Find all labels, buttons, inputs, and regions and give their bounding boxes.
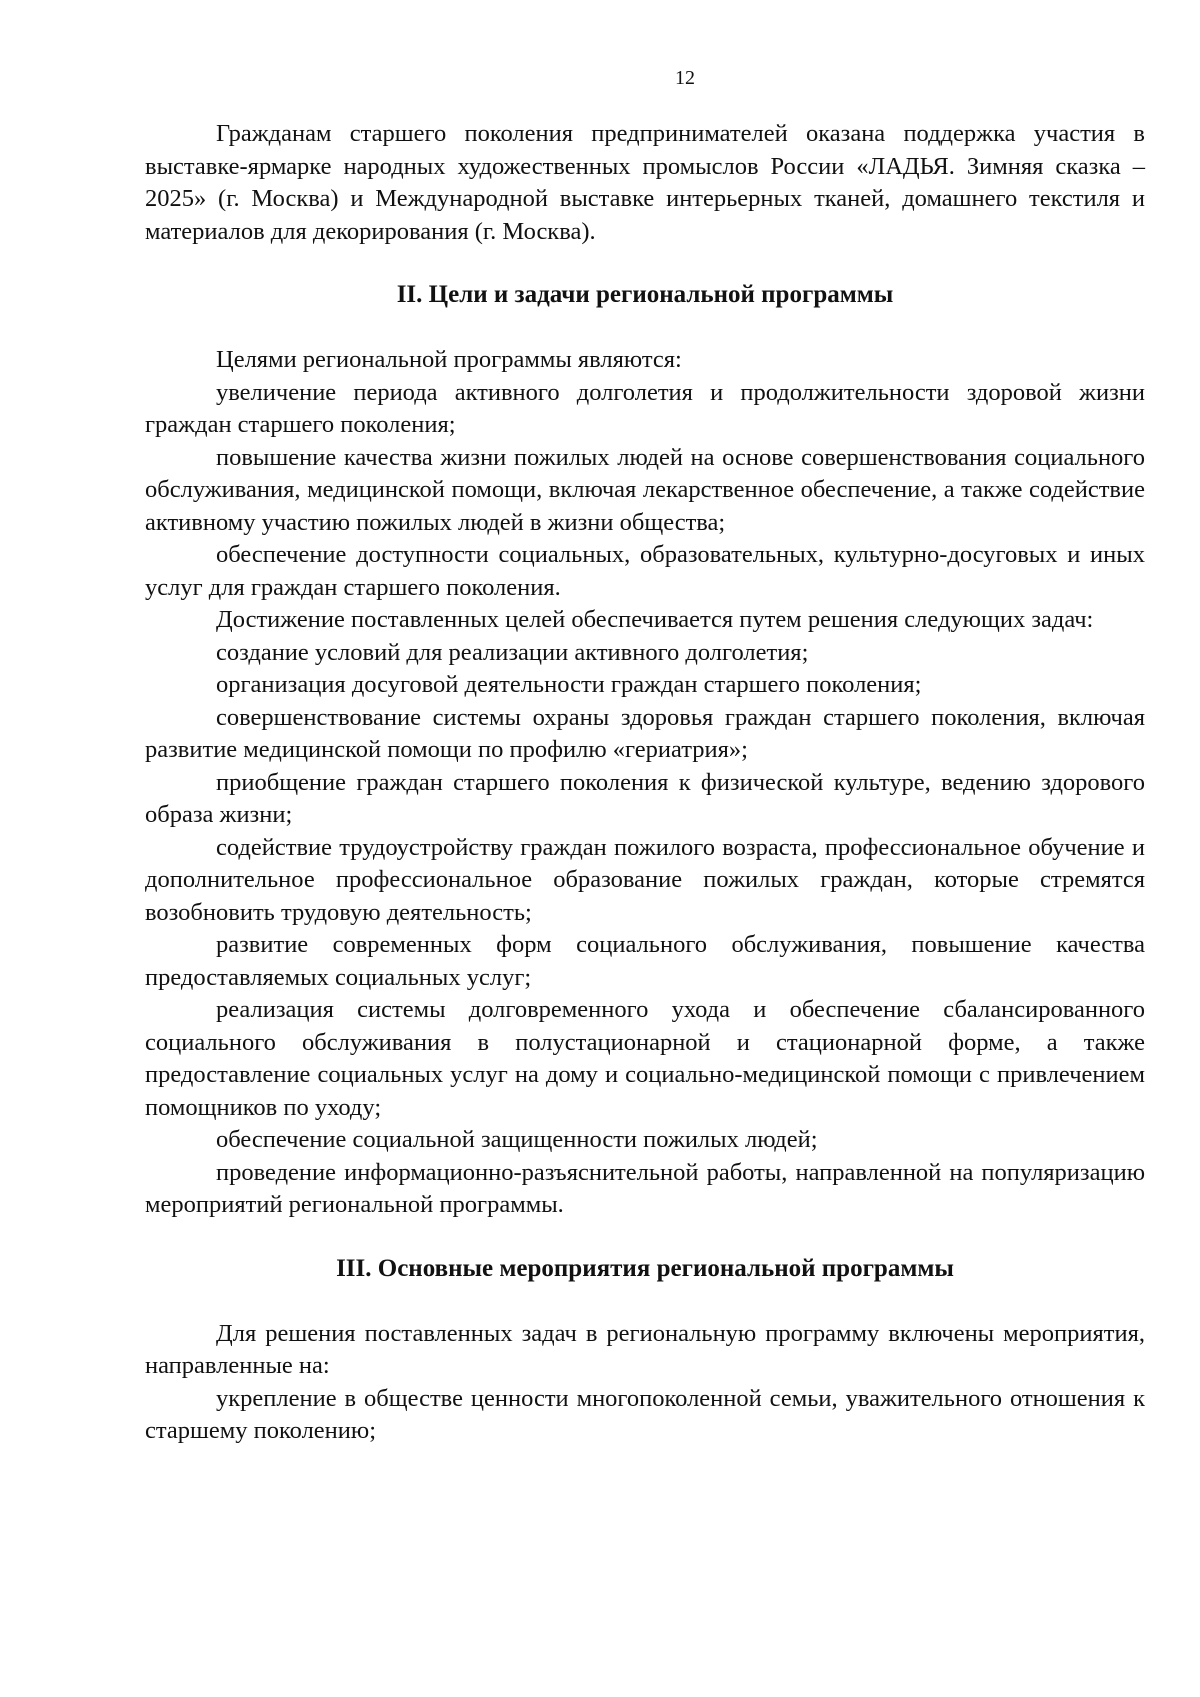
paragraph: Достижение поставленных целей обеспечивается путем решения следующих задач: <box>216 606 1094 633</box>
paragraph: реализация системы долговременного ухода и обеспечение сбалансированного социального обслуживания в полустационарной и стационарной форме, а также предоставление социальных услуг на дому и социально-медицинской помощи с привлечением помощников по уходу; <box>145 996 1145 1121</box>
paragraph: развитие современных форм социального обслуживания, повышение качества предоставляемых социальных услуг; <box>145 931 1145 991</box>
paragraph: Целями региональной программы являются: <box>216 346 682 373</box>
paragraph: обеспечение социальной защищенности пожилых людей; <box>216 1126 818 1153</box>
paragraph: увеличение периода активного долголетия и продолжительности здоровой жизни граждан старшего поколения; <box>145 378 1145 438</box>
section-heading-goals: II. Цели и задачи региональной программы <box>396 281 894 308</box>
paragraph: проведение информационно-разъяснительной работы, направленной на популяризацию мероприятий региональной программы. <box>145 1158 1145 1218</box>
page-number: 12 <box>675 67 695 89</box>
paragraph: совершенствование системы охраны здоровья граждан старшего поколения, включая развитие медицинской помощи по профилю «гериатрия»; <box>145 703 1145 763</box>
document-body <box>145 118 1145 1448</box>
paragraph: Для решения поставленных задач в региональную программу включены мероприятия, направленные на: <box>145 1319 1145 1379</box>
paragraph: содействие трудоустройству граждан пожилого возраста, профессиональное обучение и дополнительное профессиональное образование пожилых граждан, которые стремятся возобновить трудовую деятельность; <box>145 833 1145 926</box>
paragraph: повышение качества жизни пожилых людей на основе совершенствования социального обслуживания, медицинской помощи, включая лекарственное обеспечение, а также содействие активному участию пожилых людей в жизни общества; <box>145 443 1145 536</box>
paragraph: приобщение граждан старшего поколения к физической культуре, ведению здорового образа жизни; <box>145 768 1145 828</box>
paragraph: обеспечение доступности социальных, образовательных, культурно-досуговых и иных услуг для граждан старшего поколения. <box>145 541 1145 601</box>
paragraph: организация досуговой деятельности граждан старшего поколения; <box>216 671 922 698</box>
section-goals-body <box>145 344 1145 1222</box>
section-activities-body <box>145 1318 1145 1448</box>
paragraph: создание условий для реализации активного долголетия; <box>216 638 809 666</box>
paragraph-intro: Гражданам старшего поколения предпринимателей оказана поддержка участия в выставке-ярмарке народных художественных промыслов России «ЛАДЬЯ. Зимняя сказка – 2025» (г. Москва) и Международной выставке интерьерных тканей, домашнего текстиля и материалов для декорирования (г. Москва). <box>145 120 1145 245</box>
paragraph: укрепление в обществе ценности многопоколенной семьи, уважительного отношения к старшему поколению; <box>145 1384 1145 1444</box>
section-heading-activities: III. Основные мероприятия региональной программы <box>336 1254 954 1282</box>
